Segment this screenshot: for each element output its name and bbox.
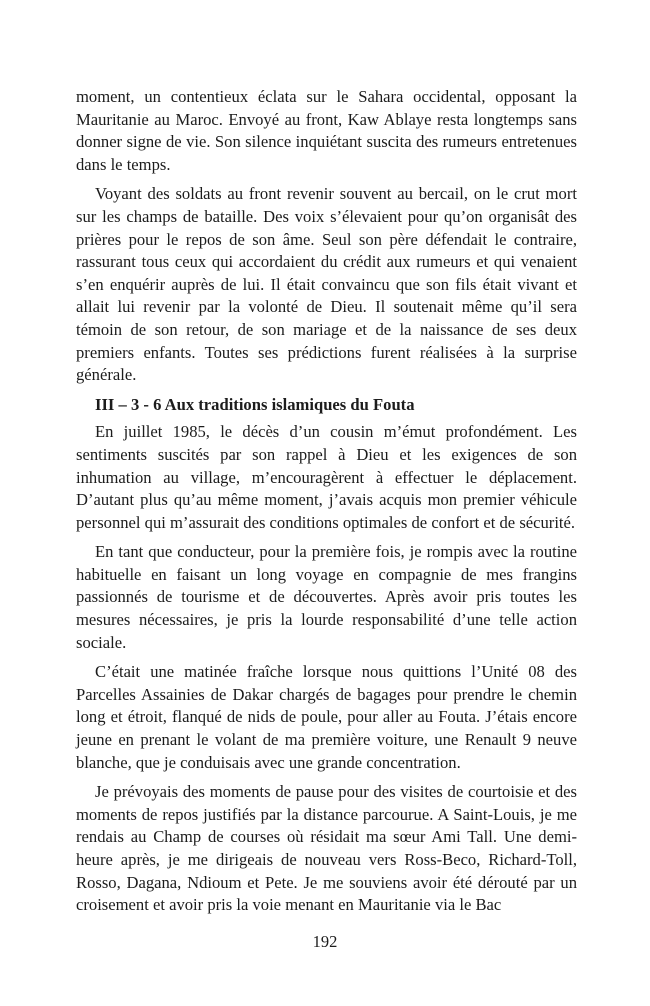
paragraph-departure: C’était une matinée fraîche lorsque nous quittions l’Unité 08 des Parcelles Assainies de Dakar chargés de bagages pour prendre le chemin long et étroit, flanqué de nids de poule, pour aller au Fouta. J’étais encore jeune en prenant le volant de ma première voiture, une Renault 9 neuve blanche, que je conduisais avec une grande concentration. [76, 662, 577, 772]
page-body [76, 86, 577, 924]
paragraph-journey: Je prévoyais des moments de pause pour des visites de courtoisie et des moments de repos justifiés par la distance parcourue. A Saint-Louis, je me rendais au Champ de courses où résidait ma sœur Ami Tall. Une demi-heure après, je me dirigeais de nouveau vers Ross-Beco, Richard-Toll, Rosso, Dagana, Ndioum et Pete. Je me souviens avoir été dérouté par un croisement et avoir pris la voie menant en Mauritanie via le Bac [76, 782, 577, 915]
paragraph-july-1985: En juillet 1985, le décès d’un cousin m’émut profondément. Les sentiments suscités par son rappel à Dieu et les exigences de son inhumation au village, m’encouragèrent à effectuer le déplacement. D’autant plus qu’au même moment, j’avais acquis mon premier véhicule personnel qui m’assurait des conditions optimales de confort et de sécurité. [76, 422, 577, 532]
page-number: 192 [312, 932, 338, 951]
paragraph-continuation: moment, un contentieux éclata sur le Sahara occidental, opposant la Mauritanie au Maroc. Envoyé au front, Kaw Ablaye resta longtemps sans donner signe de vie. Son silence inquiétant suscita des rumeurs entretenues dans le temps. [76, 87, 577, 174]
paragraph-driver: En tant que conducteur, pour la première fois, je rompis avec la routine habituelle en faisant un long voyage en compagnie de mes frangins passionnés de tourisme et de découvertes. Après avoir pris toutes les mesures nécessaires, je pris la lourde responsabilité d’une telle action sociale. [76, 542, 577, 652]
section-heading: III – 3 - 6 Aux traditions islamiques du Fouta [95, 394, 415, 414]
paragraph-rumours: Voyant des soldats au front revenir souvent au bercail, on le crut mort sur les champs de bataille. Des voix s’élevaient pour qu’on organisât des prières pour le repos de son âme. Seul son père défendait le contraire, rassurant tous ceux qui accordaient du crédit aux rumeurs et qui venaient s’en enquérir auprès de lui. Il était convaincu que son fils était vivant et allait lui revenir par la volonté de Dieu. Il soutenait même qu’il sera témoin de son retour, de son mariage et de la naissance de ses deux premiers enfants. Toutes ses prédictions furent réalisées à la surprise générale. [76, 184, 577, 385]
